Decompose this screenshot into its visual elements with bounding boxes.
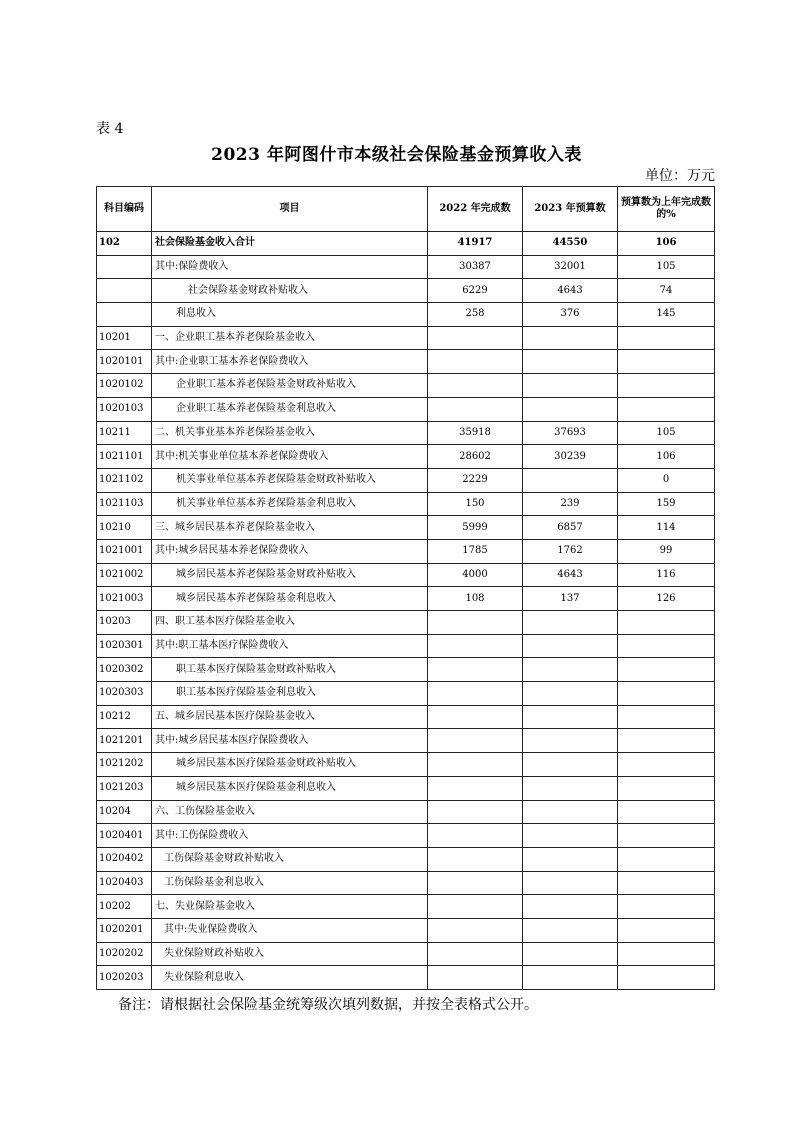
page-title: 2023 年阿图什市本级社会保险基金预算收入表 <box>211 145 582 165</box>
cell-percent <box>618 397 715 421</box>
cell-2023-budget <box>523 350 618 374</box>
cell-2023-budget <box>523 800 618 824</box>
cell-item: 五、城乡居民基本医疗保险基金收入 <box>152 705 428 729</box>
cell-code: 1020301 <box>97 634 152 658</box>
table-row <box>97 942 715 966</box>
cell-2023-budget <box>523 966 618 990</box>
cell-item: 社会保险基金收入合计 <box>152 232 428 256</box>
cell-percent <box>618 918 715 942</box>
table-row <box>97 918 715 942</box>
header-2023-budget: 2023 年预算数 <box>523 187 618 232</box>
cell-2022-done <box>428 824 523 848</box>
cell-item: 机关事业单位基本养老保险基金利息收入 <box>152 492 428 516</box>
cell-2023-budget <box>523 776 618 800</box>
cell-item: 三、城乡居民基本养老保险基金收入 <box>152 516 428 540</box>
cell-item: 其中:城乡居民基本医疗保险费收入 <box>152 729 428 753</box>
cell-code: 10202 <box>97 895 152 919</box>
cell-2022-done <box>428 895 523 919</box>
cell-2023-budget <box>523 895 618 919</box>
cell-2023-budget <box>523 468 618 492</box>
table-row <box>97 658 715 682</box>
cell-percent <box>618 682 715 706</box>
cell-code: 1020202 <box>97 942 152 966</box>
cell-percent: 106 <box>618 445 715 469</box>
table-row <box>97 421 715 445</box>
cell-2023-budget <box>523 918 618 942</box>
cell-code: 1020101 <box>97 350 152 374</box>
cell-2022-done <box>428 942 523 966</box>
cell-code: 1021202 <box>97 753 152 777</box>
cell-item: 失业保险财政补贴收入 <box>152 942 428 966</box>
cell-2022-done: 28602 <box>428 445 523 469</box>
cell-item: 六、工伤保险基金收入 <box>152 800 428 824</box>
cell-percent: 105 <box>618 421 715 445</box>
cell-code: 10204 <box>97 800 152 824</box>
table-row <box>97 729 715 753</box>
cell-code: 1021203 <box>97 776 152 800</box>
cell-percent <box>618 800 715 824</box>
table-row <box>97 871 715 895</box>
cell-code: 1021102 <box>97 468 152 492</box>
cell-2023-budget <box>523 942 618 966</box>
table-row <box>97 516 715 540</box>
cell-2023-budget: 137 <box>523 587 618 611</box>
cell-percent: 106 <box>618 232 715 256</box>
table-row <box>97 326 715 350</box>
cell-2023-budget: 6857 <box>523 516 618 540</box>
budget-table <box>96 186 715 990</box>
cell-percent: 159 <box>618 492 715 516</box>
cell-code: 1020203 <box>97 966 152 990</box>
cell-2023-budget: 4643 <box>523 563 618 587</box>
table-label: 表 4 <box>96 121 124 137</box>
cell-2022-done: 2229 <box>428 468 523 492</box>
table-row <box>97 492 715 516</box>
cell-2023-budget: 376 <box>523 303 618 327</box>
cell-2022-done <box>428 966 523 990</box>
table-row <box>97 279 715 303</box>
cell-code: 1020103 <box>97 397 152 421</box>
table-row <box>97 255 715 279</box>
cell-percent <box>618 824 715 848</box>
cell-2022-done: 258 <box>428 303 523 327</box>
cell-2023-budget: 32001 <box>523 255 618 279</box>
cell-item: 职工基本医疗保险基金财政补贴收入 <box>152 658 428 682</box>
table-row <box>97 445 715 469</box>
cell-item: 其中:城乡居民基本养老保险费收入 <box>152 539 428 563</box>
cell-2022-done: 150 <box>428 492 523 516</box>
cell-percent <box>618 871 715 895</box>
cell-code: 10201 <box>97 326 152 350</box>
table-row <box>97 634 715 658</box>
cell-code: 1020402 <box>97 847 152 871</box>
cell-2022-done <box>428 658 523 682</box>
cell-item: 一、企业职工基本养老保险基金收入 <box>152 326 428 350</box>
cell-code: 1021003 <box>97 587 152 611</box>
cell-2023-budget <box>523 871 618 895</box>
cell-item: 机关事业单位基本养老保险基金财政补贴收入 <box>152 468 428 492</box>
table-row <box>97 303 715 327</box>
cell-2022-done <box>428 800 523 824</box>
cell-2023-budget <box>523 634 618 658</box>
unit-label: 单位：万元 <box>645 168 715 184</box>
cell-2022-done <box>428 776 523 800</box>
cell-2023-budget: 1762 <box>523 539 618 563</box>
cell-code: 10203 <box>97 611 152 635</box>
cell-code: 1021002 <box>97 563 152 587</box>
cell-percent <box>618 729 715 753</box>
table-row <box>97 824 715 848</box>
cell-percent: 126 <box>618 587 715 611</box>
table-row <box>97 563 715 587</box>
table-row <box>97 397 715 421</box>
cell-2023-budget <box>523 658 618 682</box>
cell-code: 1020201 <box>97 918 152 942</box>
cell-2022-done <box>428 374 523 398</box>
cell-2023-budget <box>523 611 618 635</box>
cell-2022-done: 108 <box>428 587 523 611</box>
cell-item: 二、机关事业基本养老保险基金收入 <box>152 421 428 445</box>
cell-2022-done: 30387 <box>428 255 523 279</box>
cell-percent: 145 <box>618 303 715 327</box>
cell-2022-done <box>428 397 523 421</box>
cell-percent <box>618 658 715 682</box>
cell-2022-done <box>428 753 523 777</box>
cell-code: 102 <box>97 232 152 256</box>
cell-2022-done: 5999 <box>428 516 523 540</box>
cell-code: 10212 <box>97 705 152 729</box>
cell-2022-done <box>428 871 523 895</box>
cell-item: 其中:保险费收入 <box>152 255 428 279</box>
cell-code: 1020403 <box>97 871 152 895</box>
cell-percent <box>618 634 715 658</box>
table-row <box>97 847 715 871</box>
footnote: 备注：请根据社会保险基金统筹级次填列数据，并按全表格式公开。 <box>118 997 538 1013</box>
cell-percent <box>618 776 715 800</box>
table-row <box>97 468 715 492</box>
cell-percent <box>618 942 715 966</box>
cell-percent <box>618 847 715 871</box>
cell-2023-budget: 44550 <box>523 232 618 256</box>
cell-item: 城乡居民基本医疗保险基金财政补贴收入 <box>152 753 428 777</box>
cell-code: 1021201 <box>97 729 152 753</box>
cell-code <box>97 279 152 303</box>
cell-percent: 114 <box>618 516 715 540</box>
cell-percent <box>618 966 715 990</box>
cell-item: 其中:失业保险费收入 <box>152 918 428 942</box>
table-row <box>97 895 715 919</box>
cell-2023-budget <box>523 753 618 777</box>
cell-percent <box>618 895 715 919</box>
cell-2022-done: 6229 <box>428 279 523 303</box>
cell-code: 1020302 <box>97 658 152 682</box>
cell-2022-done <box>428 634 523 658</box>
cell-2023-budget: 37693 <box>523 421 618 445</box>
cell-item: 四、职工基本医疗保险基金收入 <box>152 611 428 635</box>
cell-2022-done <box>428 847 523 871</box>
cell-2022-done <box>428 682 523 706</box>
cell-percent <box>618 326 715 350</box>
cell-2022-done <box>428 350 523 374</box>
cell-item: 工伤保险基金财政补贴收入 <box>152 847 428 871</box>
cell-item: 其中:机关事业单位基本养老保险费收入 <box>152 445 428 469</box>
cell-item: 利息收入 <box>152 303 428 327</box>
cell-2022-done <box>428 705 523 729</box>
cell-item: 企业职工基本养老保险基金利息收入 <box>152 397 428 421</box>
table-body <box>97 232 715 990</box>
cell-item: 其中:职工基本医疗保险费收入 <box>152 634 428 658</box>
header-code: 科目编码 <box>97 187 152 232</box>
cell-2022-done: 4000 <box>428 563 523 587</box>
cell-code: 10210 <box>97 516 152 540</box>
cell-2023-budget <box>523 705 618 729</box>
cell-2022-done: 1785 <box>428 539 523 563</box>
cell-code <box>97 303 152 327</box>
cell-item: 其中:工伤保险费收入 <box>152 824 428 848</box>
table-row <box>97 966 715 990</box>
table-row <box>97 800 715 824</box>
cell-item: 企业职工基本养老保险基金财政补贴收入 <box>152 374 428 398</box>
cell-percent: 0 <box>618 468 715 492</box>
cell-percent: 99 <box>618 539 715 563</box>
cell-2022-done <box>428 326 523 350</box>
cell-code: 1020303 <box>97 682 152 706</box>
cell-2023-budget <box>523 682 618 706</box>
cell-code: 1020102 <box>97 374 152 398</box>
cell-2023-budget <box>523 326 618 350</box>
table-row <box>97 682 715 706</box>
cell-code: 1021001 <box>97 539 152 563</box>
table-row <box>97 539 715 563</box>
cell-2023-budget: 4643 <box>523 279 618 303</box>
cell-item: 城乡居民基本医疗保险基金利息收入 <box>152 776 428 800</box>
table-header-row <box>97 187 715 232</box>
cell-2022-done <box>428 729 523 753</box>
cell-code: 1021101 <box>97 445 152 469</box>
table-row <box>97 350 715 374</box>
cell-2022-done <box>428 918 523 942</box>
cell-percent: 105 <box>618 255 715 279</box>
cell-2023-budget <box>523 374 618 398</box>
cell-2022-done: 41917 <box>428 232 523 256</box>
cell-item: 工伤保险基金利息收入 <box>152 871 428 895</box>
cell-percent <box>618 753 715 777</box>
cell-item: 职工基本医疗保险基金利息收入 <box>152 682 428 706</box>
cell-2023-budget <box>523 729 618 753</box>
cell-2022-done <box>428 611 523 635</box>
table-row <box>97 587 715 611</box>
cell-item: 城乡居民基本养老保险基金利息收入 <box>152 587 428 611</box>
cell-percent: 74 <box>618 279 715 303</box>
header-2022-done: 2022 年完成数 <box>428 187 523 232</box>
cell-item: 七、失业保险基金收入 <box>152 895 428 919</box>
cell-code <box>97 255 152 279</box>
table-row <box>97 705 715 729</box>
cell-2023-budget <box>523 397 618 421</box>
cell-percent: 116 <box>618 563 715 587</box>
cell-item: 其中:企业职工基本养老保险费收入 <box>152 350 428 374</box>
table-row <box>97 611 715 635</box>
cell-2023-budget: 30239 <box>523 445 618 469</box>
table-row <box>97 753 715 777</box>
cell-item: 失业保险利息收入 <box>152 966 428 990</box>
table-row <box>97 374 715 398</box>
cell-code: 10211 <box>97 421 152 445</box>
cell-percent <box>618 374 715 398</box>
cell-item: 社会保险基金财政补贴收入 <box>152 279 428 303</box>
cell-percent <box>618 705 715 729</box>
cell-2022-done: 35918 <box>428 421 523 445</box>
cell-2023-budget <box>523 824 618 848</box>
cell-2023-budget <box>523 847 618 871</box>
table-row <box>97 232 715 256</box>
cell-item: 城乡居民基本养老保险基金财政补贴收入 <box>152 563 428 587</box>
cell-percent <box>618 611 715 635</box>
cell-2023-budget: 239 <box>523 492 618 516</box>
cell-code: 1020401 <box>97 824 152 848</box>
cell-percent <box>618 350 715 374</box>
cell-code: 1021103 <box>97 492 152 516</box>
table-row <box>97 776 715 800</box>
header-item: 项目 <box>152 187 428 232</box>
header-percent: 预算数为上年完成数的% <box>618 187 715 232</box>
